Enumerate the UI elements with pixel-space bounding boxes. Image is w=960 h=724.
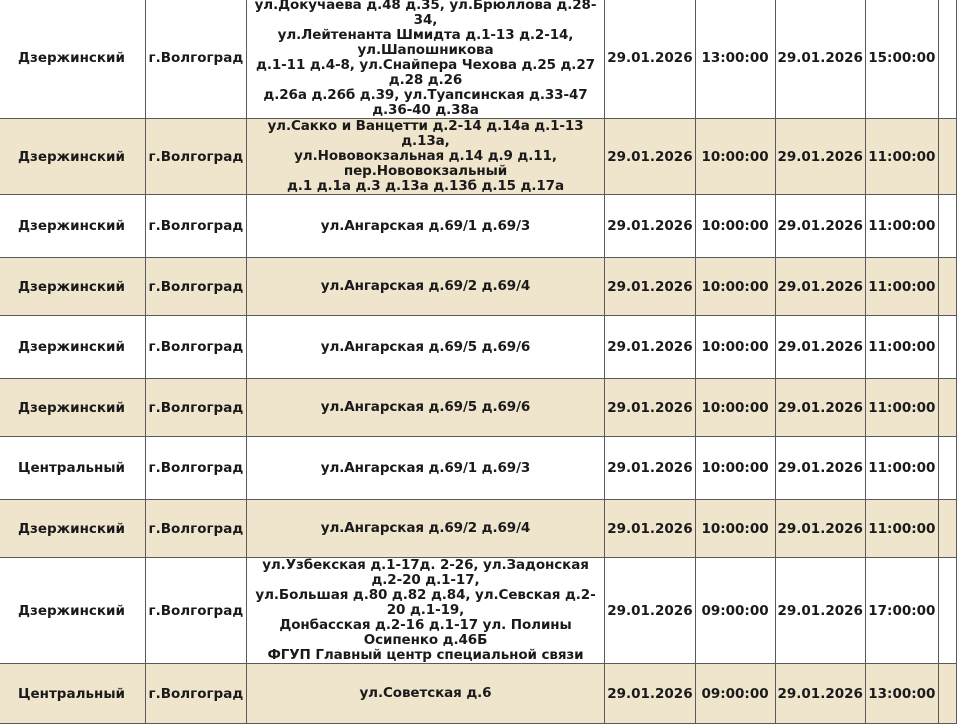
city-cell: г.Волгоград xyxy=(145,316,246,379)
end-date-cell: 29.01.2026 xyxy=(775,0,865,119)
address-line: ул.Советская д.6 xyxy=(359,685,492,701)
address-line: ул.Лейтенанта Шмидта д.1-13 д.2-14, ул.Шапошникова xyxy=(277,27,574,58)
end-time-cell: 11:00:00 xyxy=(865,500,938,558)
address-line: ФГУП Главный центр специальной связи xyxy=(267,647,584,663)
end-time-cell: 17:00:00 xyxy=(865,558,938,664)
address-line: ул.Большая д.80 д.82 д.84, ул.Севская д.2-20 д.1-19, xyxy=(255,587,596,618)
clipped-column-cell xyxy=(938,195,956,258)
table-row xyxy=(0,379,957,437)
start-time-cell: 09:00:00 xyxy=(695,558,775,664)
start-time-cell: 10:00:00 xyxy=(695,316,775,379)
end-time-cell: 11:00:00 xyxy=(865,195,938,258)
address-line: ул.Узбекская д.1-17д. 2-26, ул.Задонская д.2-20 д.1-17, xyxy=(262,557,589,588)
start-date-cell: 29.01.2026 xyxy=(605,258,695,316)
start-date-cell: 29.01.2026 xyxy=(605,0,695,119)
address-cell xyxy=(246,316,604,379)
clipped-column-cell xyxy=(938,379,956,437)
address-line: ул.Ангарская д.69/1 д.69/3 xyxy=(320,217,531,234)
district-cell: Дзержинский xyxy=(0,500,145,558)
address-line: д.1-11 д.4-8, ул.Снайпера Чехова д.25 д.27 д.28 д.26 xyxy=(256,57,595,88)
table-row xyxy=(0,0,957,119)
clipped-column-cell xyxy=(938,500,956,558)
table-row xyxy=(0,195,957,258)
clipped-column-cell xyxy=(938,558,956,664)
clipped-column-cell xyxy=(938,316,956,379)
address-line: ул.Ангарская д.69/1 д.69/3 xyxy=(320,459,531,476)
clipped-column-cell xyxy=(938,437,956,500)
district-cell: Дзержинский xyxy=(0,258,145,316)
district-cell: Центральный xyxy=(0,437,145,500)
city-cell: г.Волгоград xyxy=(145,664,246,724)
start-time-cell: 10:00:00 xyxy=(695,195,775,258)
end-date-cell: 29.01.2026 xyxy=(775,258,865,316)
address-line: Донбасская д.2-16 д.1-17 ул. Полины Осипенко д.46Б xyxy=(279,617,572,648)
city-cell: г.Волгоград xyxy=(145,379,246,437)
address-line: ул.Сакко и Ванцетти д.2-14 д.14а д.1-13 д.13а, xyxy=(267,118,584,149)
start-time-cell: 10:00:00 xyxy=(695,119,775,195)
address-cell xyxy=(246,437,604,500)
city-cell: г.Волгоград xyxy=(145,437,246,500)
district-cell: Дзержинский xyxy=(0,119,145,195)
district-cell: Дзержинский xyxy=(0,0,145,119)
end-date-cell: 29.01.2026 xyxy=(775,379,865,437)
end-time-cell: 11:00:00 xyxy=(865,316,938,379)
start-date-cell: 29.01.2026 xyxy=(605,119,695,195)
end-date-cell: 29.01.2026 xyxy=(775,500,865,558)
table-row xyxy=(0,500,957,558)
end-date-cell: 29.01.2026 xyxy=(775,558,865,664)
end-date-cell: 29.01.2026 xyxy=(775,437,865,500)
district-cell: Центральный xyxy=(0,664,145,724)
address-cell xyxy=(246,500,604,558)
end-time-cell: 11:00:00 xyxy=(865,119,938,195)
start-date-cell: 29.01.2026 xyxy=(605,437,695,500)
address-cell xyxy=(246,0,604,119)
city-cell: г.Волгоград xyxy=(145,500,246,558)
start-time-cell: 13:00:00 xyxy=(695,0,775,119)
clipped-column-cell xyxy=(938,0,956,119)
start-date-cell: 29.01.2026 xyxy=(605,664,695,724)
end-date-cell: 29.01.2026 xyxy=(775,195,865,258)
end-time-cell: 11:00:00 xyxy=(865,379,938,437)
clipped-column-cell xyxy=(938,664,956,724)
district-cell: Дзержинский xyxy=(0,379,145,437)
city-cell: г.Волгоград xyxy=(145,195,246,258)
address-line: д.1 д.1а д.3 д.13а д.13б д.15 д.17а xyxy=(286,178,564,194)
address-line: ул.Ангарская д.69/5 д.69/6 xyxy=(320,399,531,415)
address-line: ул.Докучаева д.48 д.35, ул.Брюллова д.28-34, xyxy=(254,0,597,28)
end-date-cell: 29.01.2026 xyxy=(775,316,865,379)
start-time-cell: 09:00:00 xyxy=(695,664,775,724)
table-row xyxy=(0,258,957,316)
address-line: ул.Нововокзальная д.14 д.9 д.11, пер.Нововокзальный xyxy=(294,148,557,179)
district-cell: Дзержинский xyxy=(0,195,145,258)
address-cell xyxy=(246,379,604,437)
clipped-column-cell xyxy=(938,119,956,195)
end-time-cell: 11:00:00 xyxy=(865,437,938,500)
table-row xyxy=(0,119,957,195)
address-line: ул.Ангарская д.69/2 д.69/4 xyxy=(320,520,531,536)
address-line: ул.Ангарская д.69/5 д.69/6 xyxy=(320,338,531,355)
address-line: ул.Ангарская д.69/2 д.69/4 xyxy=(320,278,531,294)
table-row xyxy=(0,437,957,500)
address-line: д.26а д.26б д.39, ул.Туапсинская д.33-47 д.36-40 д.38а xyxy=(263,87,588,118)
city-cell: г.Волгоград xyxy=(145,558,246,664)
address-cell xyxy=(246,258,604,316)
clipped-column-cell xyxy=(938,258,956,316)
end-date-cell: 29.01.2026 xyxy=(775,119,865,195)
start-time-cell: 10:00:00 xyxy=(695,379,775,437)
city-cell: г.Волгоград xyxy=(145,258,246,316)
address-cell xyxy=(246,195,604,258)
address-cell xyxy=(246,558,604,664)
end-time-cell: 15:00:00 xyxy=(865,0,938,119)
start-time-cell: 10:00:00 xyxy=(695,500,775,558)
start-date-cell: 29.01.2026 xyxy=(605,379,695,437)
city-cell: г.Волгоград xyxy=(145,119,246,195)
start-time-cell: 10:00:00 xyxy=(695,258,775,316)
table-row xyxy=(0,316,957,379)
end-time-cell: 13:00:00 xyxy=(865,664,938,724)
table-row xyxy=(0,558,957,664)
start-date-cell: 29.01.2026 xyxy=(605,316,695,379)
start-date-cell: 29.01.2026 xyxy=(605,195,695,258)
start-time-cell: 10:00:00 xyxy=(695,437,775,500)
address-cell xyxy=(246,664,604,724)
start-date-cell: 29.01.2026 xyxy=(605,500,695,558)
table-row xyxy=(0,664,957,724)
address-cell xyxy=(246,119,604,195)
district-cell: Дзержинский xyxy=(0,558,145,664)
city-cell: г.Волгоград xyxy=(145,0,246,119)
start-date-cell: 29.01.2026 xyxy=(605,558,695,664)
district-cell: Дзержинский xyxy=(0,316,145,379)
end-time-cell: 11:00:00 xyxy=(865,258,938,316)
end-date-cell: 29.01.2026 xyxy=(775,664,865,724)
